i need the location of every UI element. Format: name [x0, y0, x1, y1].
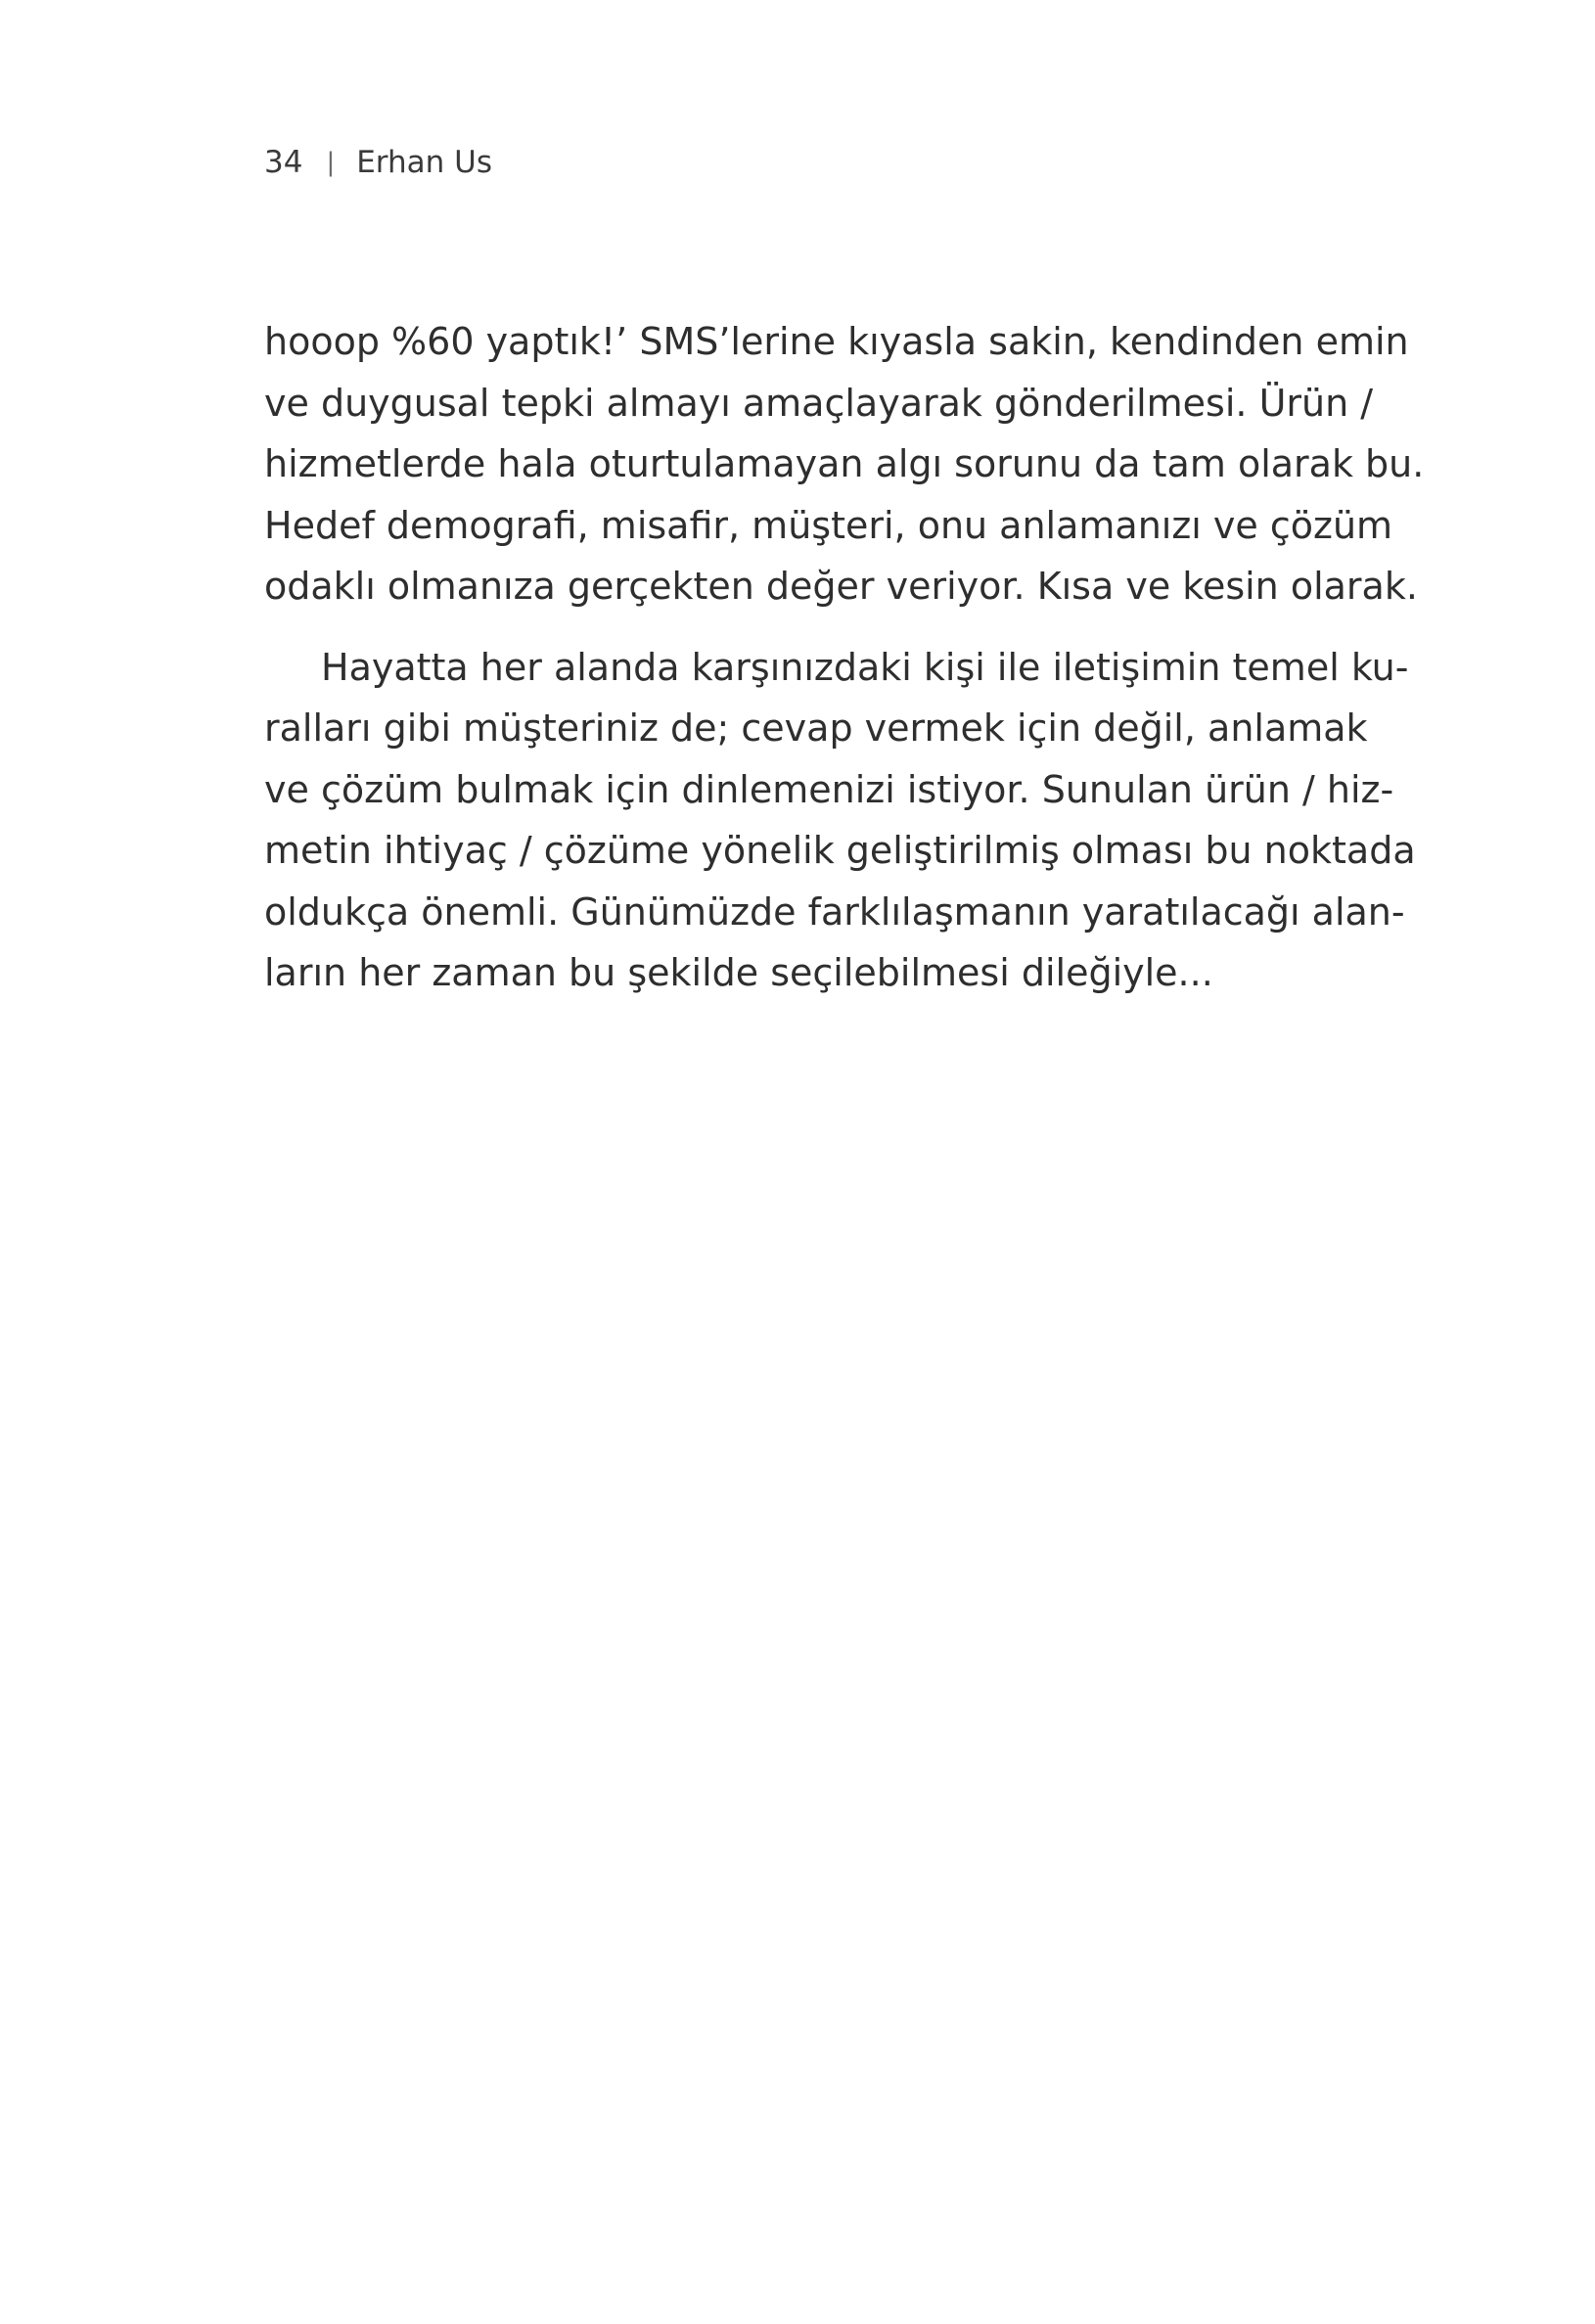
running-header: [264, 143, 492, 182]
author-name: Erhan Us: [356, 145, 492, 180]
text-line: ve çözüm bulmak için dinlemenizi istiyor. Sunulan ürün / hiz-: [264, 767, 1394, 811]
text-line: ların her zaman bu şekilde seçilebilmesi dileğiyle...: [264, 951, 1213, 994]
text-line: hizmetlerde hala oturtulamayan algı sorunu da tam olarak bu.: [264, 442, 1425, 485]
text-line: Hedef demografi, misafir, müşteri, onu anlamanızı ve çözüm: [264, 503, 1393, 547]
body-text: [264, 311, 1425, 1004]
text-line: Hayatta her alanda karşınızdaki kişi ile iletişimin temel ku-: [321, 645, 1409, 689]
text-line: metin ihtiyaç / çözüme yönelik geliştirilmiş olması bu noktada: [264, 829, 1416, 872]
page-number: 34: [264, 145, 303, 180]
text-line: hooop %60 yaptık!’ SMS’lerine kıyasla sakin, kendinden emin: [264, 320, 1409, 363]
text-line: ve duygusal tepki almayı amaçlayarak gönderilmesi. Ürün /: [264, 381, 1374, 425]
paragraph-1: [264, 311, 1425, 617]
text-line: oldukça önemli. Günümüzde farklılaşmanın yaratılacağı alan-: [264, 889, 1405, 934]
header-separator: |: [326, 148, 336, 177]
paragraph-2: [264, 637, 1416, 1004]
text-line: odaklı olmanıza gerçekten değer veriyor. Kısa ve kesin olarak.: [264, 565, 1418, 608]
text-line: ralları gibi müşteriniz de; cevap vermek için değil, anlamak: [264, 706, 1368, 750]
